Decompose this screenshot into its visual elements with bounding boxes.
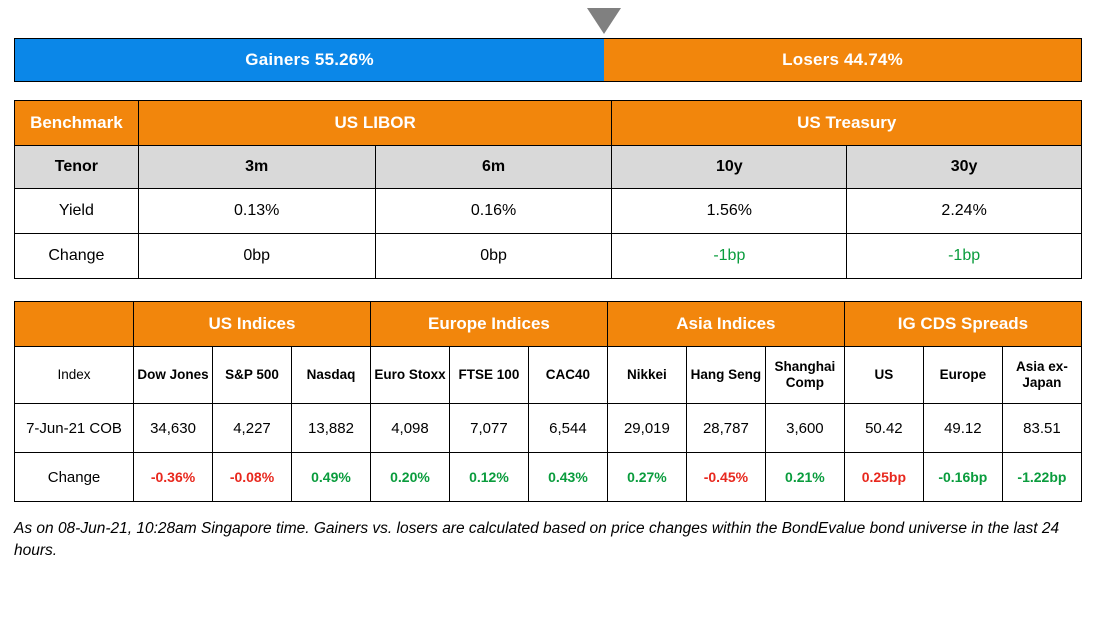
tenor-10y: 10y xyxy=(612,146,847,189)
change-asia-ex-japan: -1.22bp xyxy=(1002,453,1081,502)
column-dow-jones: Dow Jones xyxy=(134,347,213,404)
change-nikkei: 0.27% xyxy=(607,453,686,502)
market-summary-page xyxy=(0,38,1096,618)
indices-change-row xyxy=(15,453,1082,502)
group-ig-cds-spreads: IG CDS Spreads xyxy=(844,302,1081,347)
value-euro-stoxx: 4,098 xyxy=(370,404,449,453)
change-nasdaq: 0.49% xyxy=(291,453,370,502)
column-ftse-100: FTSE 100 xyxy=(449,347,528,404)
group-asia-indices: Asia Indices xyxy=(607,302,844,347)
change-30y: -1bp xyxy=(847,234,1082,279)
gainers-losers-section xyxy=(14,38,1082,82)
indices-change-label: Change xyxy=(15,453,134,502)
yield-30y: 2.24% xyxy=(847,189,1082,234)
column-nasdaq: Nasdaq xyxy=(291,347,370,404)
benchmark-rates-table xyxy=(14,100,1082,279)
indices-group-row xyxy=(15,302,1082,347)
value-ftse-100: 7,077 xyxy=(449,404,528,453)
yield-label: Yield xyxy=(15,189,139,234)
column-nikkei: Nikkei xyxy=(607,347,686,404)
split-marker-icon xyxy=(587,8,621,34)
indices-table xyxy=(14,301,1082,502)
column-us: US xyxy=(844,347,923,404)
indices-value-row xyxy=(15,404,1082,453)
value-sp-500: 4,227 xyxy=(213,404,292,453)
value-asia-ex-japan: 83.51 xyxy=(1002,404,1081,453)
group-europe-indices: Europe Indices xyxy=(370,302,607,347)
value-europe: 49.12 xyxy=(923,404,1002,453)
value-nasdaq: 13,882 xyxy=(291,404,370,453)
change-cac40: 0.43% xyxy=(528,453,607,502)
change-shanghai-comp: 0.21% xyxy=(765,453,844,502)
column-sp-500: S&P 500 xyxy=(213,347,292,404)
index-label: Index xyxy=(15,347,134,404)
change-label: Change xyxy=(15,234,139,279)
change-3m: 0bp xyxy=(138,234,375,279)
change-6m: 0bp xyxy=(375,234,612,279)
indices-column-header-row xyxy=(15,347,1082,404)
gainers-losers-bar xyxy=(14,38,1082,82)
value-dow-jones: 34,630 xyxy=(134,404,213,453)
rates-header-row xyxy=(15,101,1082,146)
tenor-row xyxy=(15,146,1082,189)
column-cac40: CAC40 xyxy=(528,347,607,404)
tenor-30y: 30y xyxy=(847,146,1082,189)
tenor-label: Tenor xyxy=(15,146,139,189)
group-us-treasury: US Treasury xyxy=(612,101,1082,146)
change-10y: -1bp xyxy=(612,234,847,279)
change-euro-stoxx: 0.20% xyxy=(370,453,449,502)
tenor-6m: 6m xyxy=(375,146,612,189)
yield-10y: 1.56% xyxy=(612,189,847,234)
group-spacer xyxy=(15,302,134,347)
yield-row xyxy=(15,189,1082,234)
column-shanghai-comp: Shanghai Comp xyxy=(765,347,844,404)
change-ftse-100: 0.12% xyxy=(449,453,528,502)
indices-row-label: 7-Jun-21 COB xyxy=(15,404,134,453)
change-us: 0.25bp xyxy=(844,453,923,502)
value-cac40: 6,544 xyxy=(528,404,607,453)
tenor-3m: 3m xyxy=(138,146,375,189)
gainers-segment: Gainers 55.26% xyxy=(15,39,604,81)
change-europe: -0.16bp xyxy=(923,453,1002,502)
change-hang-seng: -0.45% xyxy=(686,453,765,502)
change-sp-500: -0.08% xyxy=(213,453,292,502)
column-asia-ex-japan: Asia ex-Japan xyxy=(1002,347,1081,404)
value-us: 50.42 xyxy=(844,404,923,453)
yield-3m: 0.13% xyxy=(138,189,375,234)
benchmark-label: Benchmark xyxy=(15,101,139,146)
group-us-libor: US LIBOR xyxy=(138,101,612,146)
yield-6m: 0.16% xyxy=(375,189,612,234)
value-shanghai-comp: 3,600 xyxy=(765,404,844,453)
group-us-indices: US Indices xyxy=(134,302,371,347)
value-nikkei: 29,019 xyxy=(607,404,686,453)
column-hang-seng: Hang Seng xyxy=(686,347,765,404)
column-euro-stoxx: Euro Stoxx xyxy=(370,347,449,404)
change-dow-jones: -0.36% xyxy=(134,453,213,502)
rates-change-row xyxy=(15,234,1082,279)
value-hang-seng: 28,787 xyxy=(686,404,765,453)
losers-segment: Losers 44.74% xyxy=(604,39,1081,81)
column-europe: Europe xyxy=(923,347,1002,404)
footnote: As on 08-Jun-21, 10:28am Singapore time. Gainers vs. losers are calculated based on price changes within the BondEvalue bond universe in the last 24 hours. xyxy=(14,520,1060,560)
